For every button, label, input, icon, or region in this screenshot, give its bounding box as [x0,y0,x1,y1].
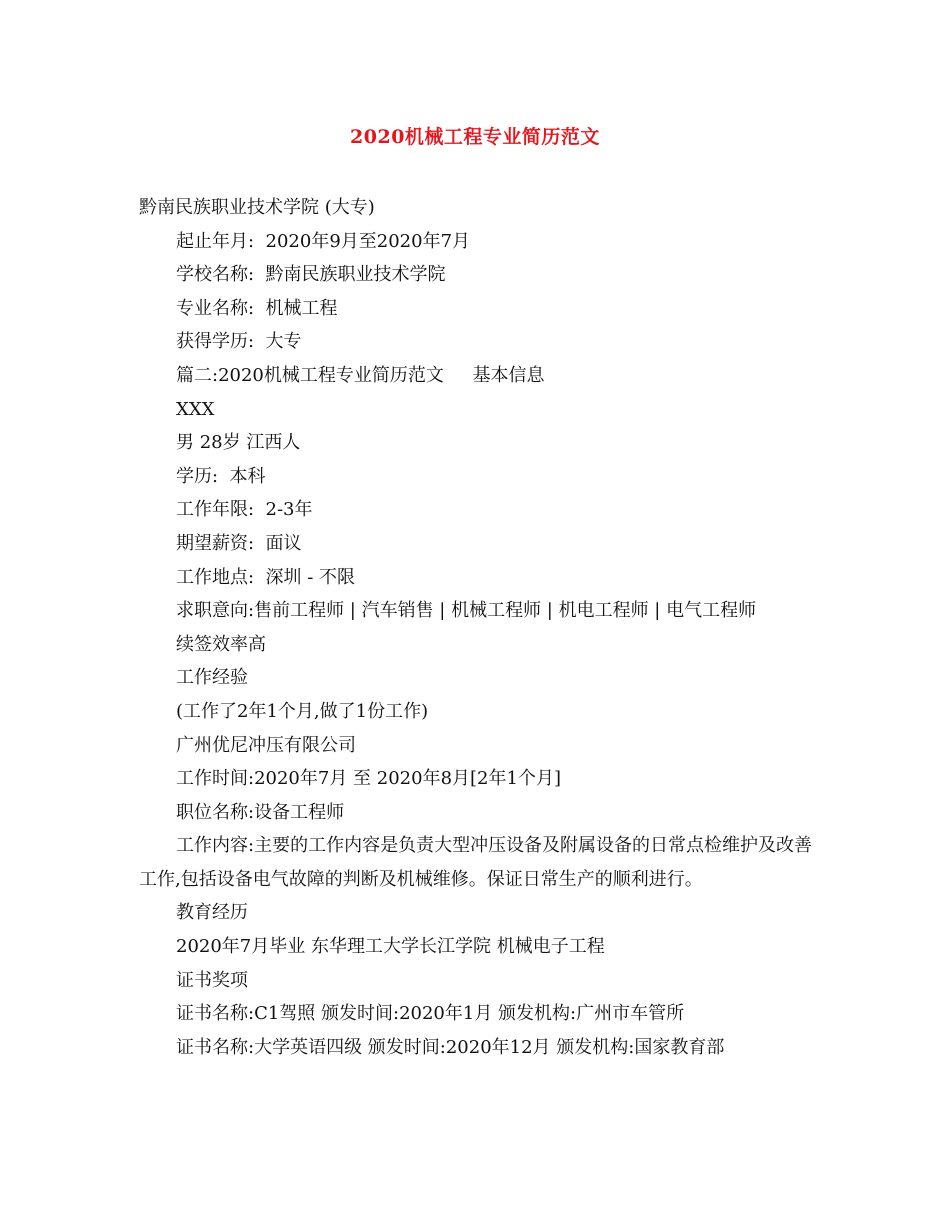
job-content-paragraph: 工作内容:主要的工作内容是负责大型冲压设备及附属设备的日常点检维护及改善工作,包括设备电气故障的判断及机械维修。保证日常生产的顺利进行。 [139,835,813,890]
certificate-license-line: 证书名称:C1驾照 颁发时间:2020年1月 颁发机构:广州市车管所 [176,1003,685,1025]
document-title: 2020机械工程专业简历范文 [350,126,600,148]
certificate-english-line: 证书名称:大学英语四级 颁发时间:2020年12月 颁发机构:国家教育部 [176,1036,725,1058]
certificates-heading: 证书奖项 [176,969,248,991]
work-years-line: 工作年限: 2-3年 [176,499,313,521]
job-intention-line: 求职意向:售前工程师 | 汽车销售 | 机械工程师 | 机电工程师 | 电气工程师 [176,600,757,622]
period-line: 起止年月: 2020年9月至2020年7月 [176,230,471,252]
work-summary-line: (工作了2年1个月,做了1份工作) [176,700,429,722]
personal-info-line: 男 28岁 江西人 [176,432,301,454]
work-time-line: 工作时间:2020年7月 至 2020年8月[2年1个月] [176,768,561,790]
degree-line: 获得学历: 大专 [176,331,302,353]
part-two-heading: 篇二:2020机械工程专业简历范文 基本信息 [176,364,545,386]
salary-line: 期望薪资: 面议 [176,532,302,554]
name-line: XXX [176,398,215,420]
location-line: 工作地点: 深圳 - 不限 [176,566,356,588]
graduation-line: 2020年7月毕业 东华理工大学长江学院 机械电子工程 [176,936,605,958]
education-heading: 教育经历 [176,902,248,924]
renewal-line: 续签效率高 [176,633,266,655]
education-level-line: 学历: 本科 [176,465,266,487]
resume-body [139,191,819,1064]
work-experience-heading: 工作经验 [176,667,248,689]
position-line: 职位名称:设备工程师 [176,801,345,823]
school-heading: 黔南民族职业技术学院 (大专) [139,197,375,218]
company-line: 广州优尼冲压有限公司 [176,734,356,756]
school-name-line: 学校名称: 黔南民族职业技术学院 [176,264,446,286]
major-line: 专业名称: 机械工程 [176,297,338,319]
